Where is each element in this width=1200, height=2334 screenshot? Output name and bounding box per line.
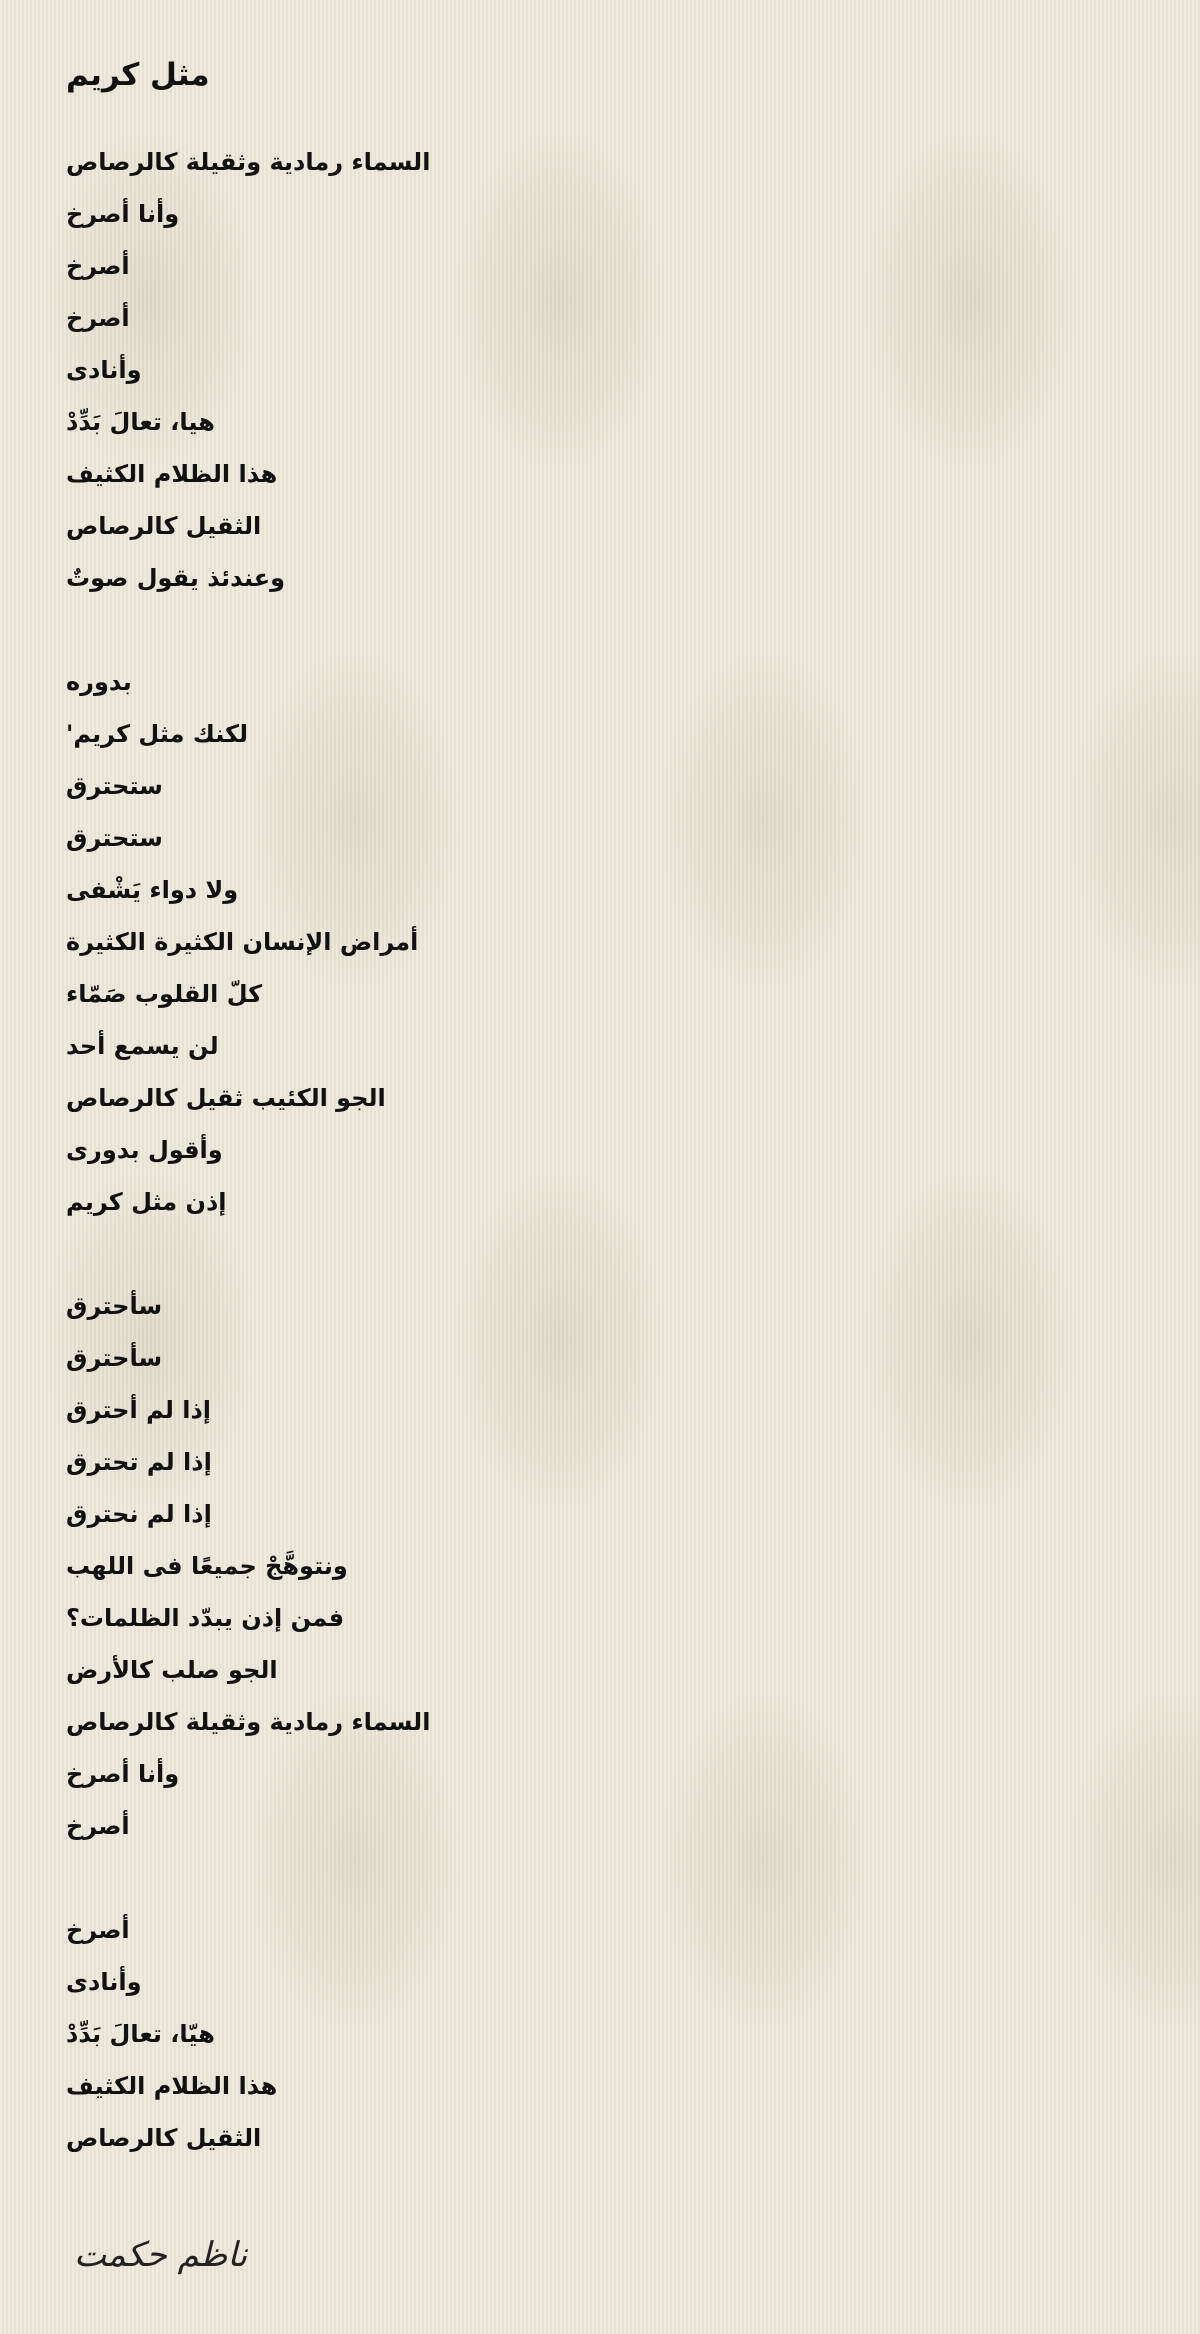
verse-line: سأحترق <box>66 1344 163 1372</box>
verse-line: وأقول بدورى <box>66 1136 223 1164</box>
verse-line: ستحترق <box>66 772 163 800</box>
verse-line: الجو صلب كالأرض <box>66 1656 278 1684</box>
verse-line: لن يسمع أحد <box>66 1032 219 1060</box>
verse-line: وأنا أصرخ <box>66 200 180 228</box>
verse-line: وعندئذ يقول صوتٌ <box>66 564 286 592</box>
poem-title: مثل كريم <box>66 57 210 93</box>
verse-line: ونتوهَّجْ جميعًا فى اللهب <box>66 1552 348 1580</box>
verse-line: وأنا أصرخ <box>66 1760 180 1788</box>
poem-card <box>66 40 1066 2216</box>
verse-line: هيّا، تعالَ بَدِّدْ <box>66 2020 215 2048</box>
stanza-3 <box>66 1280 1066 1852</box>
verse-line: بدوره <box>66 668 132 696</box>
verse-line: إذا لم تحترق <box>66 1448 212 1476</box>
verse-line: وأنادى <box>66 1968 142 1996</box>
stanza-4 <box>66 1904 1066 2164</box>
verse-line: هيا، تعالَ بَدِّدْ <box>66 408 215 436</box>
verse-line: إذا لم نحترق <box>66 1500 212 1528</box>
poem-body <box>66 136 1066 2164</box>
verse-line: كلّ القلوب صَمّاء <box>66 980 263 1008</box>
verse-line: هذا الظلام الكثيف <box>66 460 278 488</box>
verse-line: الثقيل كالرصاص <box>66 512 262 540</box>
verse-line: أصرخ <box>66 1812 130 1840</box>
stanza-1 <box>66 136 1066 604</box>
verse-line: فمن إذن يبدّد الظلمات؟ <box>66 1604 345 1632</box>
verse-line: أصرخ <box>66 1916 130 1944</box>
verse-line: ولا دواء يَشْفى <box>66 876 239 904</box>
verse-line: الجو الكئيب ثقيل كالرصاص <box>66 1084 386 1112</box>
poet-signature: ناظم حكمت <box>74 2235 248 2275</box>
verse-line: أمراض الإنسان الكثيرة الكثيرة <box>66 928 419 956</box>
verse-line: أصرخ <box>66 304 130 332</box>
verse-line: إذا لم أحترق <box>66 1396 212 1424</box>
verse-line: سأحترق <box>66 1292 163 1320</box>
verse-line: هذا الظلام الكثيف <box>66 2072 278 2100</box>
verse-line: وأنادى <box>66 356 142 384</box>
verse-line: إذن مثل كريم <box>66 1188 227 1216</box>
verse-line: ستحترق <box>66 824 163 852</box>
verse-line: لكنك مثل كريم' <box>66 720 248 748</box>
verse-line: الثقيل كالرصاص <box>66 2124 262 2152</box>
verse-line: السماء رمادية وثقيلة كالرصاص <box>66 148 431 176</box>
verse-line: أصرخ <box>66 252 130 280</box>
stanza-2 <box>66 656 1066 1228</box>
verse-line: السماء رمادية وثقيلة كالرصاص <box>66 1708 431 1736</box>
